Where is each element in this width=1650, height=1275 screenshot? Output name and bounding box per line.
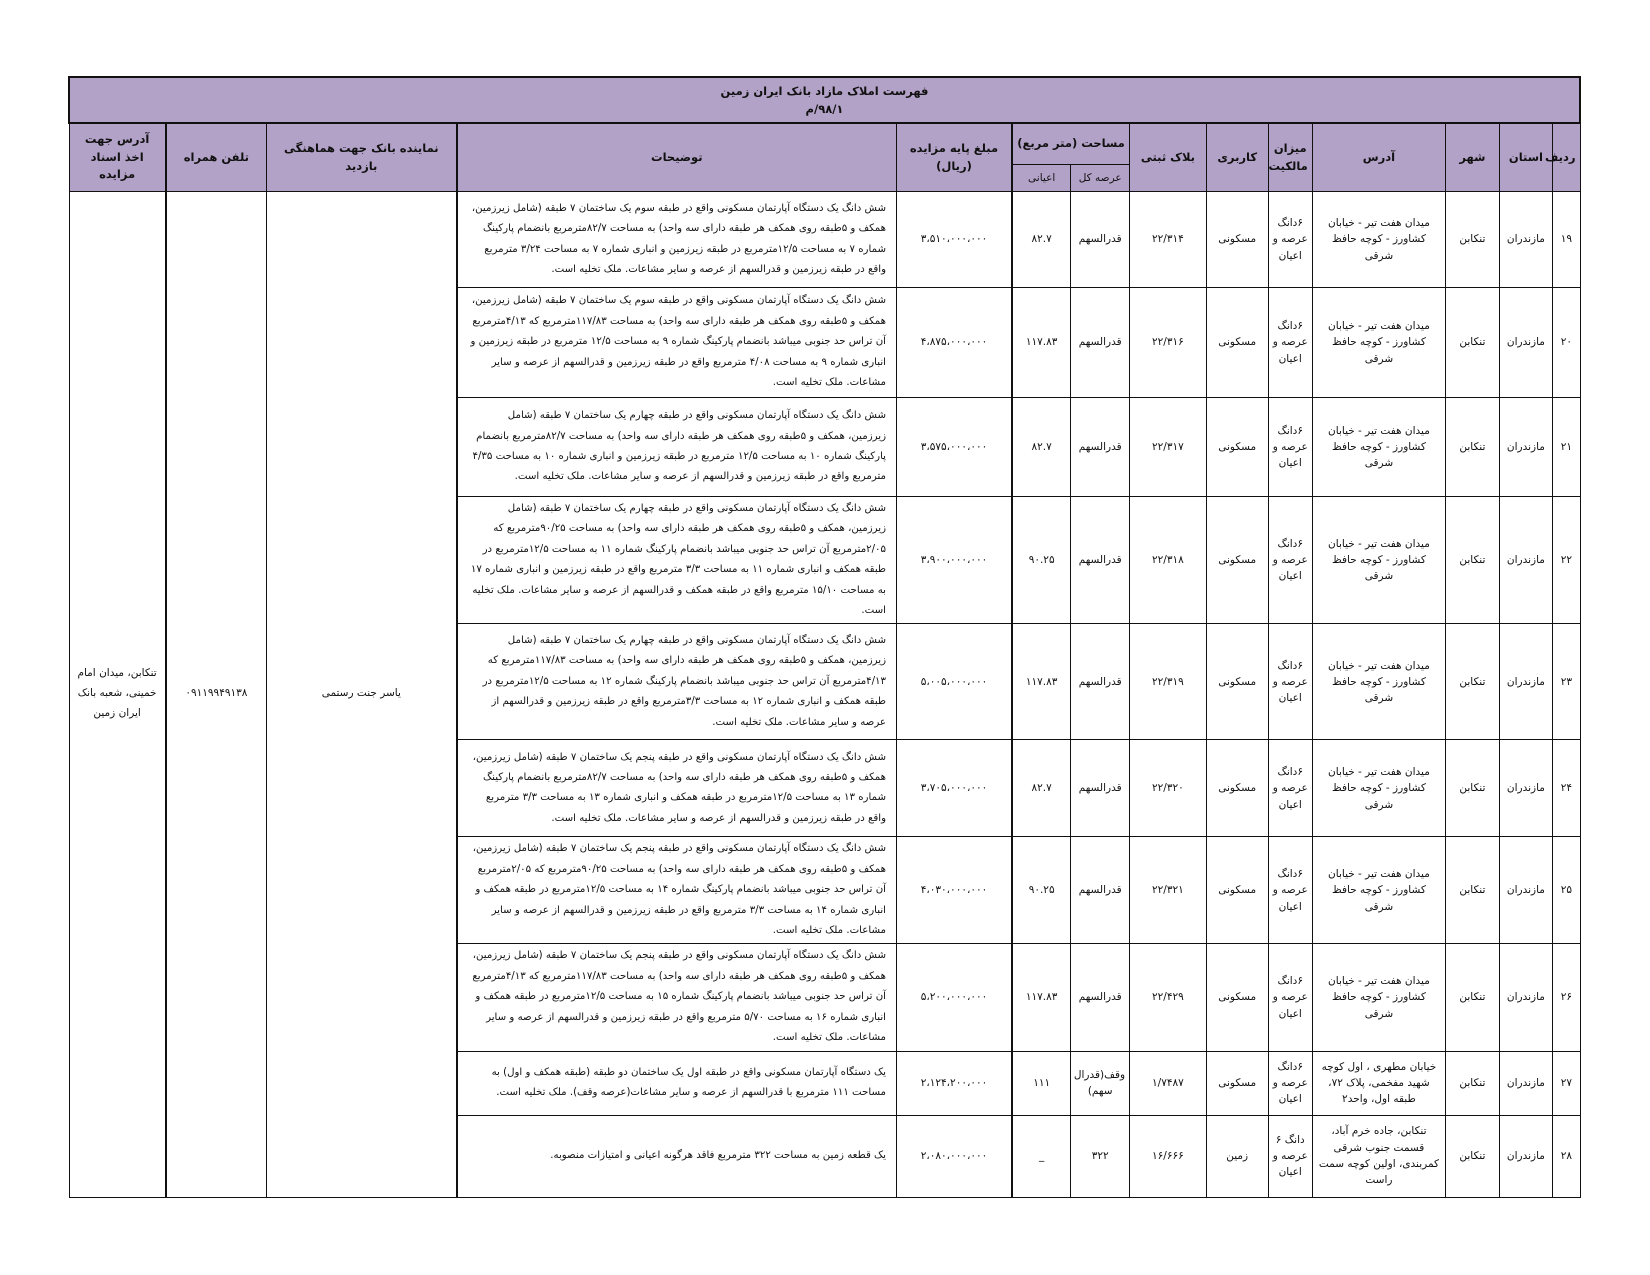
cell-usage: مسکونی xyxy=(1206,192,1268,288)
cell-ownership: ۶دانگ عرصه و اعیان xyxy=(1268,288,1312,398)
cell-plot: ۲۲/۳۲۱ xyxy=(1130,837,1207,944)
cell-land-area: قدرالسهم xyxy=(1071,398,1130,497)
cell-usage: مسکونی xyxy=(1206,624,1268,740)
cell-address: میدان هفت تیر - خیابان کشاورز - کوچه حافظ شرقی xyxy=(1312,192,1445,288)
cell-building-area: ۹۰.۲۵ xyxy=(1012,837,1071,944)
cell-price: ۳،۵۷۵،۰۰۰،۰۰۰ xyxy=(897,398,1012,497)
cell-city: تنکابن xyxy=(1446,944,1500,1051)
cell-address: میدان هفت تیر - خیابان کشاورز - کوچه حافظ شرقی xyxy=(1312,740,1445,837)
col-building-area: اعیانی xyxy=(1012,165,1071,192)
cell-usage: مسکونی xyxy=(1206,944,1268,1051)
cell-building-area: _ xyxy=(1012,1115,1071,1197)
col-land-area: عرصه کل xyxy=(1071,165,1130,192)
cell-city: تنکابن xyxy=(1446,398,1500,497)
cell-description: شش دانگ یک دستگاه آپارتمان مسکونی واقع در طبقه چهارم یک ساختمان ۷ طبقه (شامل زیرزمین، همکف و ۵طبقه روی همکف هر طبقه دارای سه واحد) به مساحت ۱۱۷/۸۳مترمربع که ۴/۱۳مترمربع آن تراس حد جنوبی میباشد بانضمام پارکینگ شماره ۱۲ به مساحت ۱۲/۵مترمربع در طبقه همکف و انباری شماره ۱۲ به مساحت ۳/۳مترمربع واقع در طبقه زیرزمین و قدرالسهم از عرصه و سایر مشاعات. ملک تخلیه است. xyxy=(457,624,897,740)
cell-building-area: ۱۱۱ xyxy=(1012,1051,1071,1115)
cell-row-no: ۲۸ xyxy=(1553,1115,1580,1197)
cell-plot: ۱۶/۶۶۶ xyxy=(1130,1115,1207,1197)
col-row-no: ردیف xyxy=(1553,123,1580,192)
cell-ownership: ۶دانگ عرصه و اعیان xyxy=(1268,944,1312,1051)
cell-building-area: ۸۲.۷ xyxy=(1012,192,1071,288)
cell-plot: ۲۲/۳۲۰ xyxy=(1130,740,1207,837)
cell-row-no: ۲۶ xyxy=(1553,944,1580,1051)
cell-address: میدان هفت تیر - خیابان کشاورز - کوچه حافظ شرقی xyxy=(1312,944,1445,1051)
cell-city: تنکابن xyxy=(1446,624,1500,740)
col-doc-address: آدرس جهت اخذ اسناد مزایده xyxy=(69,123,166,192)
cell-plot: ۲۲/۳۱۴ xyxy=(1130,192,1207,288)
cell-description: شش دانگ یک دستگاه آپارتمان مسکونی واقع در طبقه پنجم یک ساختمان ۷ طبقه (شامل زیرزمین، همکف و ۵طبقه روی همکف هر طبقه دارای سه واحد) به مساحت ۱۱۷/۸۳مترمربع که ۴/۱۳مترمربع آن تراس حد جنوبی میباشد بانضمام پارکینگ شماره ۱۵ به مساحت ۱۲/۵مترمربع در طبقه همکف و انباری شماره ۱۶ به مساحت ۵/۷۰ مترمربع واقع در طبقه زیرزمین و قدرالسهم از عرصه و سایر مشاعات. ملک تخلیه است. xyxy=(457,944,897,1051)
col-price: مبلغ پایه مزایده (ریال) xyxy=(897,123,1012,192)
cell-address: میدان هفت تیر - خیابان کشاورز - کوچه حافظ شرقی xyxy=(1312,288,1445,398)
cell-description: شش دانگ یک دستگاه آپارتمان مسکونی واقع در طبقه چهارم یک ساختمان ۷ طبقه (شامل زیرزمین، همکف و ۵طبقه روی همکف هر طبقه دارای سه واحد) به مساحت ۸۲/۷مترمربع بانضمام پارکینگ شماره ۱۰ به مساحت ۱۲/۵ مترمربع در طبقه زیرزمین و انباری شماره ۱۰ به مساحت ۴/۳۵ مترمربع واقع در طبقه زیرزمین و قدرالسهم از عرصه و سایر مشاعات. ملک تخلیه است. xyxy=(457,398,897,497)
col-ownership: میزان مالکیت xyxy=(1268,123,1312,192)
cell-land-area: قدرالسهم xyxy=(1071,288,1130,398)
cell-land-area: وقف(قدرال سهم) xyxy=(1071,1051,1130,1115)
cell-row-no: ۲۲ xyxy=(1553,497,1580,624)
cell-representative: یاسر جنت رستمی xyxy=(267,192,457,1198)
cell-city: تنکابن xyxy=(1446,1051,1500,1115)
cell-province: مازندران xyxy=(1499,398,1553,497)
cell-plot: ۱/۷۴۸۷ xyxy=(1130,1051,1207,1115)
cell-province: مازندران xyxy=(1499,497,1553,624)
col-description: توضیحات xyxy=(457,123,897,192)
cell-ownership: ۶دانگ عرصه و اعیان xyxy=(1268,837,1312,944)
cell-usage: مسکونی xyxy=(1206,837,1268,944)
cell-price: ۴،۰۳۰،۰۰۰،۰۰۰ xyxy=(897,837,1012,944)
cell-city: تنکابن xyxy=(1446,837,1500,944)
cell-ownership: ۶دانگ عرصه و اعیان xyxy=(1268,497,1312,624)
cell-row-no: ۲۴ xyxy=(1553,740,1580,837)
cell-building-area: ۸۲.۷ xyxy=(1012,398,1071,497)
cell-province: مازندران xyxy=(1499,288,1553,398)
cell-plot: ۲۲/۴۲۹ xyxy=(1130,944,1207,1051)
col-phone: تلفن همراه xyxy=(166,123,267,192)
cell-building-area: ۱۱۷.۸۳ xyxy=(1012,624,1071,740)
cell-description: شش دانگ یک دستگاه آپارتمان مسکونی واقع در طبقه سوم یک ساختمان ۷ طبقه (شامل زیرزمین، همکف و ۵طبقه روی همکف هر طبقه دارای سه واحد) به مساحت ۱۱۷/۸۳مترمربع که ۴/۱۳مترمربع آن تراس حد جنوبی میباشد بانضمام پارکینگ شماره ۹ به مساحت ۱۲/۵ مترمربع در طبقه زیرزمین و انباری شماره ۹ به مساحت ۴/۰۸ مترمربع واقع در طبقه زیرزمین و قدرالسهم از عرصه و سایر مشاعات. ملک تخلیه است. xyxy=(457,288,897,398)
cell-address: میدان هفت تیر - خیابان کشاورز - کوچه حافظ شرقی xyxy=(1312,398,1445,497)
table-row xyxy=(69,192,1580,288)
cell-price: ۲،۰۸۰،۰۰۰،۰۰۰ xyxy=(897,1115,1012,1197)
cell-description: شش دانگ یک دستگاه آپارتمان مسکونی واقع در طبقه پنجم یک ساختمان ۷ طبقه (شامل زیرزمین، همکف و ۵طبقه روی همکف هر طبقه دارای سه واحد) به مساحت ۹۰/۲۵مترمربع که ۲/۰۵مترمربع آن تراس حد جنوبی میباشد بانضمام پارکینگ شماره ۱۴ به مساحت ۱۲/۵مترمربع در طبقه همکف و انباری شماره ۱۴ به مساحت ۳/۳ مترمربع واقع در طبقه زیرزمین و قدرالسهم از عرصه و سایر مشاعات. ملک تخلیه است. xyxy=(457,837,897,944)
cell-province: مازندران xyxy=(1499,837,1553,944)
cell-province: مازندران xyxy=(1499,1051,1553,1115)
cell-ownership: ۶دانگ عرصه و اعیان xyxy=(1268,398,1312,497)
cell-land-area: قدرالسهم xyxy=(1071,192,1130,288)
cell-province: مازندران xyxy=(1499,192,1553,288)
table-header xyxy=(69,77,1580,192)
cell-ownership: ۶دانگ عرصه و اعیان xyxy=(1268,1051,1312,1115)
col-area-group: مساحت (متر مربع) xyxy=(1012,123,1130,165)
col-city: شهر xyxy=(1446,123,1500,192)
cell-building-area: ۱۱۷.۸۳ xyxy=(1012,944,1071,1051)
cell-ownership: ۶دانگ عرصه و اعیان xyxy=(1268,624,1312,740)
col-address: آدرس xyxy=(1312,123,1445,192)
cell-row-no: ۱۹ xyxy=(1553,192,1580,288)
cell-phone: ۰۹۱۱۹۹۴۹۱۳۸ xyxy=(166,192,267,1198)
cell-usage: مسکونی xyxy=(1206,288,1268,398)
cell-description: یک قطعه زمین به مساحت ۳۲۲ مترمربع فاقد هرگونه اعیانی و امتیازات منصوبه. xyxy=(457,1115,897,1197)
cell-description: شش دانگ یک دستگاه آپارتمان مسکونی واقع در طبقه چهارم یک ساختمان ۷ طبقه (شامل زیرزمین، همکف و ۵طبقه روی همکف هر طبقه دارای سه واحد) به مساحت ۹۰/۲۵مترمربع که ۲/۰۵مترمربع آن تراس حد جنوبی میباشد بانضمام پارکینگ شماره ۱۱ به مساحت ۱۲/۵مترمربع در طبقه همکف و انباری شماره ۱۱ به مساحت ۳/۳ مترمربع واقع در طبقه زیرزمین و انباری شماره ۱۷ به مساحت ۱۵/۱۰ مترمربع واقع در طبقه همکف و قدرالسهم از عرصه و سایر مشاعات. ملک تخلیه است. xyxy=(457,497,897,624)
col-province: استان xyxy=(1499,123,1553,192)
cell-province: مازندران xyxy=(1499,944,1553,1051)
cell-usage: زمین xyxy=(1206,1115,1268,1197)
cell-plot: ۲۲/۳۱۸ xyxy=(1130,497,1207,624)
cell-row-no: ۲۷ xyxy=(1553,1051,1580,1115)
cell-land-area: ۳۲۲ xyxy=(1071,1115,1130,1197)
cell-price: ۳،۵۱۰،۰۰۰،۰۰۰ xyxy=(897,192,1012,288)
cell-description: یک دستگاه آپارتمان مسکونی واقع در طبقه اول یک ساختمان دو طبقه (طبقه همکف و اول) به مساحت ۱۱۱ مترمربع با قدرالسهم از عرصه و سایر مشاعات(عرصه وقف). ملک تخلیه است. xyxy=(457,1051,897,1115)
cell-plot: ۲۲/۳۱۹ xyxy=(1130,624,1207,740)
cell-usage: مسکونی xyxy=(1206,740,1268,837)
cell-city: تنکابن xyxy=(1446,288,1500,398)
cell-ownership: دانگ ۶ عرصه و اعیان xyxy=(1268,1115,1312,1197)
cell-usage: مسکونی xyxy=(1206,497,1268,624)
cell-plot: ۲۲/۳۱۶ xyxy=(1130,288,1207,398)
cell-address: خیابان مطهری ، اول کوچه شهید مفخمی، پلاک ۷۲، طبقه اول، واحد۲ xyxy=(1312,1051,1445,1115)
cell-row-no: ۲۵ xyxy=(1553,837,1580,944)
cell-province: مازندران xyxy=(1499,1115,1553,1197)
cell-address: میدان هفت تیر - خیابان کشاورز - کوچه حافظ شرقی xyxy=(1312,624,1445,740)
cell-price: ۳،۹۰۰،۰۰۰،۰۰۰ xyxy=(897,497,1012,624)
cell-land-area: قدرالسهم xyxy=(1071,944,1130,1051)
cell-city: تنکابن xyxy=(1446,497,1500,624)
cell-city: تنکابن xyxy=(1446,740,1500,837)
cell-building-area: ۹۰.۲۵ xyxy=(1012,497,1071,624)
cell-row-no: ۲۳ xyxy=(1553,624,1580,740)
cell-land-area: قدرالسهم xyxy=(1071,497,1130,624)
cell-description: شش دانگ یک دستگاه آپارتمان مسکونی واقع در طبقه پنجم یک ساختمان ۷ طبقه (شامل زیرزمین، همکف و ۵طبقه روی همکف هر طبقه دارای سه واحد) به مساحت ۸۲/۷مترمربع بانضمام پارکینگ شماره ۱۳ به مساحت ۱۲/۵مترمربع در طبقه همکف و انباری شماره ۱۳ به مساحت ۳/۳ مترمربع واقع در طبقه زیرزمین و قدرالسهم از عرصه و سایر مشاعات. ملک تخلیه است. xyxy=(457,740,897,837)
col-plot: بلاک ثبتی xyxy=(1130,123,1207,192)
cell-plot: ۲۲/۳۱۷ xyxy=(1130,398,1207,497)
cell-description: شش دانگ یک دستگاه آپارتمان مسکونی واقع در طبقه سوم یک ساختمان ۷ طبقه (شامل زیرزمین، همکف و ۵طبقه روی همکف هر طبقه دارای سه واحد) به مساحت ۸۲/۷مترمربع بانضمام پارکینگ شماره ۷ به مساحت ۱۲/۵مترمربع در طبقه زیرزمین و انباری شماره ۷ به مساحت ۳/۲۴ مترمربع واقع در طبقه زیرزمین و قدرالسهم از عرصه و سایر مشاعات. ملک تخلیه است. xyxy=(457,192,897,288)
cell-row-no: ۲۰ xyxy=(1553,288,1580,398)
cell-row-no: ۲۱ xyxy=(1553,398,1580,497)
cell-land-area: قدرالسهم xyxy=(1071,837,1130,944)
col-representative: نماینده بانک جهت هماهنگی بازدید xyxy=(267,123,457,192)
cell-ownership: ۶دانگ عرصه و اعیان xyxy=(1268,192,1312,288)
cell-ownership: ۶دانگ عرصه و اعیان xyxy=(1268,740,1312,837)
cell-price: ۳،۷۰۵،۰۰۰،۰۰۰ xyxy=(897,740,1012,837)
cell-usage: مسکونی xyxy=(1206,1051,1268,1115)
col-usage: کاربری xyxy=(1206,123,1268,192)
cell-doc-address: تنکابن، میدان امام خمینی، شعبه بانک ایران زمین xyxy=(69,192,166,1198)
cell-province: مازندران xyxy=(1499,740,1553,837)
sheet-title xyxy=(69,77,1580,123)
cell-province: مازندران xyxy=(1499,624,1553,740)
cell-building-area: ۸۲.۷ xyxy=(1012,740,1071,837)
cell-address: میدان هفت تیر - خیابان کشاورز - کوچه حافظ شرقی xyxy=(1312,497,1445,624)
cell-address: تنکابن، جاده خرم آباد، قسمت جنوب شرقی کمربندی، اولین کوچه سمت راست xyxy=(1312,1115,1445,1197)
cell-city: تنکابن xyxy=(1446,1115,1500,1197)
property-table xyxy=(68,76,1581,1198)
cell-land-area: قدرالسهم xyxy=(1071,624,1130,740)
cell-price: ۲،۱۲۴،۲۰۰،۰۰۰ xyxy=(897,1051,1012,1115)
cell-price: ۴،۸۷۵،۰۰۰،۰۰۰ xyxy=(897,288,1012,398)
cell-price: ۵،۰۰۵،۰۰۰،۰۰۰ xyxy=(897,624,1012,740)
cell-price: ۵،۲۰۰،۰۰۰،۰۰۰ xyxy=(897,944,1012,1051)
table-body xyxy=(69,192,1580,1198)
cell-city: تنکابن xyxy=(1446,192,1500,288)
cell-address: میدان هفت تیر - خیابان کشاورز - کوچه حافظ شرقی xyxy=(1312,837,1445,944)
cell-land-area: قدرالسهم xyxy=(1071,740,1130,837)
cell-building-area: ۱۱۷.۸۳ xyxy=(1012,288,1071,398)
title-line-2: ۹۸/۱/م xyxy=(805,102,844,116)
title-line-1: فهرست املاک مازاد بانک ایران زمین xyxy=(720,83,929,98)
cell-usage: مسکونی xyxy=(1206,398,1268,497)
property-list-sheet xyxy=(68,76,1581,1198)
